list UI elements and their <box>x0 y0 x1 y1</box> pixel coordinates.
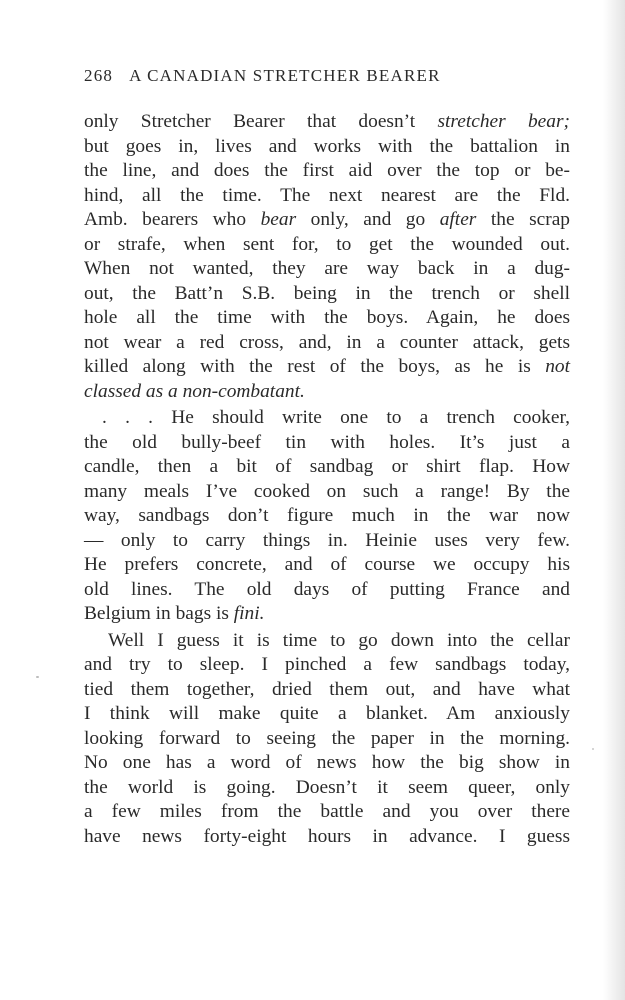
body-text <box>84 110 570 849</box>
running-header <box>84 66 504 86</box>
text-span: only, and go <box>296 209 440 230</box>
text-line: out, the Batt’n S.B. being in the trench or shell <box>84 282 570 304</box>
text-line: . . . He should write one to a trench cooker, <box>102 407 570 428</box>
text-line: hind, all the time. The next nearest are the Fld. <box>84 184 570 206</box>
text-line: the old bully-beef tin with holes. It’s just a <box>84 431 570 453</box>
text-line <box>84 208 570 233</box>
running-title: A CANADIAN STRETCHER BEARER <box>129 66 441 85</box>
paragraph-2 <box>84 406 570 627</box>
text-line: have news forty-eight hours in advance. I guess <box>84 825 570 847</box>
text-line <box>84 602 570 627</box>
italic-text: stretcher bear; <box>437 111 570 132</box>
paragraph-3 <box>84 629 570 850</box>
text-line: When not wanted, they are way back in a dug- <box>84 258 570 279</box>
text-line: old lines. The old days of putting France and <box>84 578 570 600</box>
text-line: looking forward to seeing the paper in the morning. <box>84 727 570 749</box>
text-span: Belgium in bags is <box>84 603 234 624</box>
text-line <box>84 110 570 135</box>
italic-text: fini. <box>233 603 265 624</box>
text-line: but goes in, lives and works with the battalion in <box>84 135 570 157</box>
text-line: No one has a word of news how the big show in <box>84 752 570 773</box>
text-line: I think will make quite a blanket. Am anxiously <box>84 703 570 724</box>
text-line: hole all the time with the boys. Again, he does <box>84 307 570 328</box>
text-span: killed along with the rest of the boys, as he is <box>84 356 546 377</box>
paragraph-1 <box>84 110 570 404</box>
text-line: the line, and does the first aid over the top or be- <box>84 160 570 181</box>
text-line: tied them together, dried them out, and have what <box>84 678 570 700</box>
text-line <box>84 380 570 405</box>
text-line: candle, then a bit of sandbag or shirt flap. How <box>84 456 570 477</box>
text-line: He prefers concrete, and of course we occupy his <box>84 554 570 575</box>
text-span: Amb. bearers who <box>84 209 261 230</box>
text-line: a few miles from the battle and you over there <box>84 801 570 822</box>
italic-text: after <box>439 209 477 230</box>
text-line: the world is going. Doesn’t it seem queer, only <box>84 776 570 798</box>
italic-text: classed as a non-combatant. <box>84 380 305 402</box>
text-line: not wear a red cross, and, in a counter attack, gets <box>84 331 570 353</box>
text-line <box>84 355 570 380</box>
page-number: 268 <box>84 66 114 85</box>
text-line: Well I guess it is time to go down into the cellar <box>108 629 570 651</box>
text-line: many meals I’ve cooked on such a range! By the <box>84 480 570 502</box>
scan-speck <box>592 748 594 750</box>
text-line: way, sandbags don’t figure much in the war now <box>84 505 570 526</box>
text-span: the scrap <box>476 209 571 230</box>
page-edge-shadow <box>603 0 625 1000</box>
italic-text: bear <box>260 209 297 230</box>
scan-speck <box>36 676 39 678</box>
text-line: or strafe, when sent for, to get the wounded out. <box>84 233 570 255</box>
italic-text: not <box>545 356 570 377</box>
text-span: only Stretcher Bearer that doesn’t <box>84 111 438 132</box>
text-line: and try to sleep. I pinched a few sandbags today, <box>84 654 570 675</box>
text-line: — only to carry things in. Heinie uses very few. <box>84 529 570 551</box>
